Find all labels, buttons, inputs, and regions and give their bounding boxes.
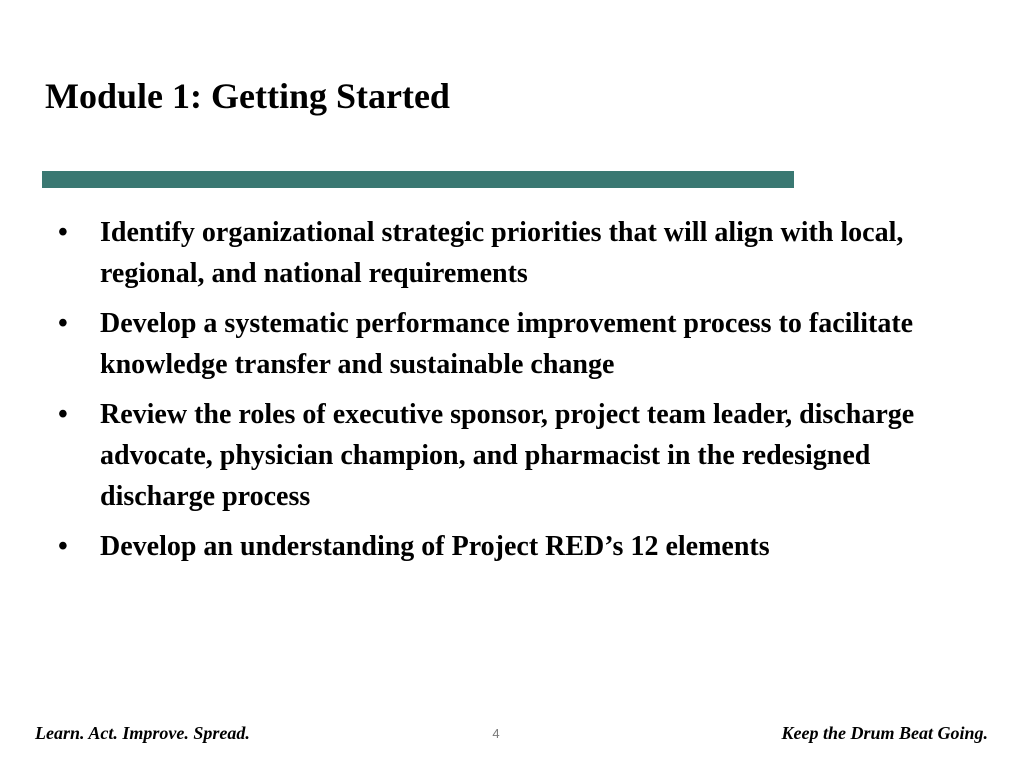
- bullet-icon: •: [58, 217, 68, 248]
- footer-tagline-right: Keep the Drum Beat Going.: [781, 723, 988, 743]
- footer-tagline-left: Learn. Act. Improve. Spread.: [35, 723, 250, 743]
- bullet-item: [58, 394, 988, 517]
- bullet-icon: •: [58, 531, 68, 562]
- bullet-item: [58, 303, 988, 385]
- bullet-text: Develop a systematic performance improvement process to facilitate knowledge transfer and sustainable change: [100, 308, 914, 380]
- page-number: 4: [492, 726, 500, 741]
- title-accent-bar: [42, 171, 794, 188]
- bullet-icon: •: [58, 308, 68, 339]
- bullet-text: Identify organizational strategic priorities that will align with local, regional, and national requirements: [100, 217, 904, 289]
- bullet-item: [58, 526, 988, 567]
- bullet-text: Develop an understanding of Project RED’s 12 elements: [100, 531, 770, 562]
- bullet-item: [58, 212, 988, 294]
- slide-title: Module 1: Getting Started: [45, 76, 450, 116]
- bullet-text: Review the roles of executive sponsor, project team leader, discharge advocate, physician champion, and pharmacist in the redesigned discharge process: [100, 399, 915, 512]
- bullet-icon: •: [58, 399, 68, 430]
- bullet-list: [58, 212, 988, 576]
